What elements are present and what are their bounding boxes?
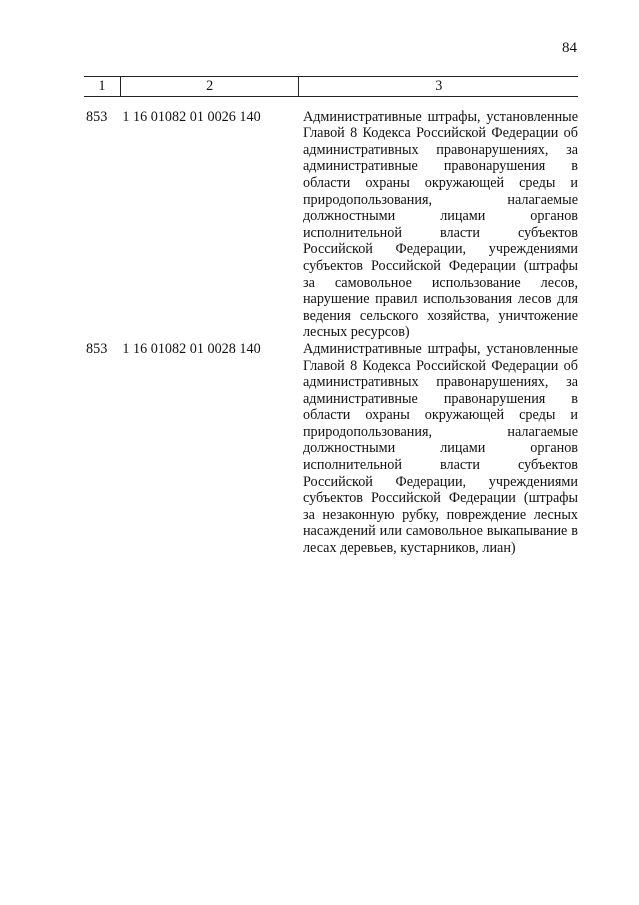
table-row [84,341,578,557]
description-cell: Административные штрафы, установленные Главой 8 Кодекса Российской Федерации об административных правонарушениях, за административные правонарушения в области охраны окружающей среды и природопользования, налагаемые должностными лицами органов исполнительной власти субъектов Российской Федерации, учреждениями субъектов Российской Федерации (штрафы за самовольное использование лесов, нарушение правил использования лесов для ведения сельского хозяйства, уничтожение лесных ресурсов) [302,108,578,341]
description-cell: Административные штрафы, установленные Главой 8 Кодекса Российской Федерации об административных правонарушениях, за административные правонарушения в области охраны окружающей среды и природопользования, налагаемые должностными лицами органов исполнительной власти субъектов Российской Федерации, учреждениями субъектов Российской Федерации (штрафы за незаконную рубку, повреждение лесных насаждений или самовольное выкапывание в лесах деревьев, кустарников, лиан) [302,340,578,557]
budget-classification-table [84,76,578,557]
page-number: 84 [562,40,577,56]
admin-code-cell: 853 [86,108,108,125]
admin-code-cell: 853 [86,340,108,357]
table-row [84,109,578,341]
column-header-1: 1 [84,77,120,97]
column-header-2: 2 [120,77,299,97]
column-header-3: 3 [299,77,578,97]
table-spacer [84,96,578,109]
table-header-row [84,77,578,97]
budget-code-cell: 1 16 01082 01 0028 140 [122,340,261,357]
budget-code-cell: 1 16 01082 01 0026 140 [122,108,261,125]
